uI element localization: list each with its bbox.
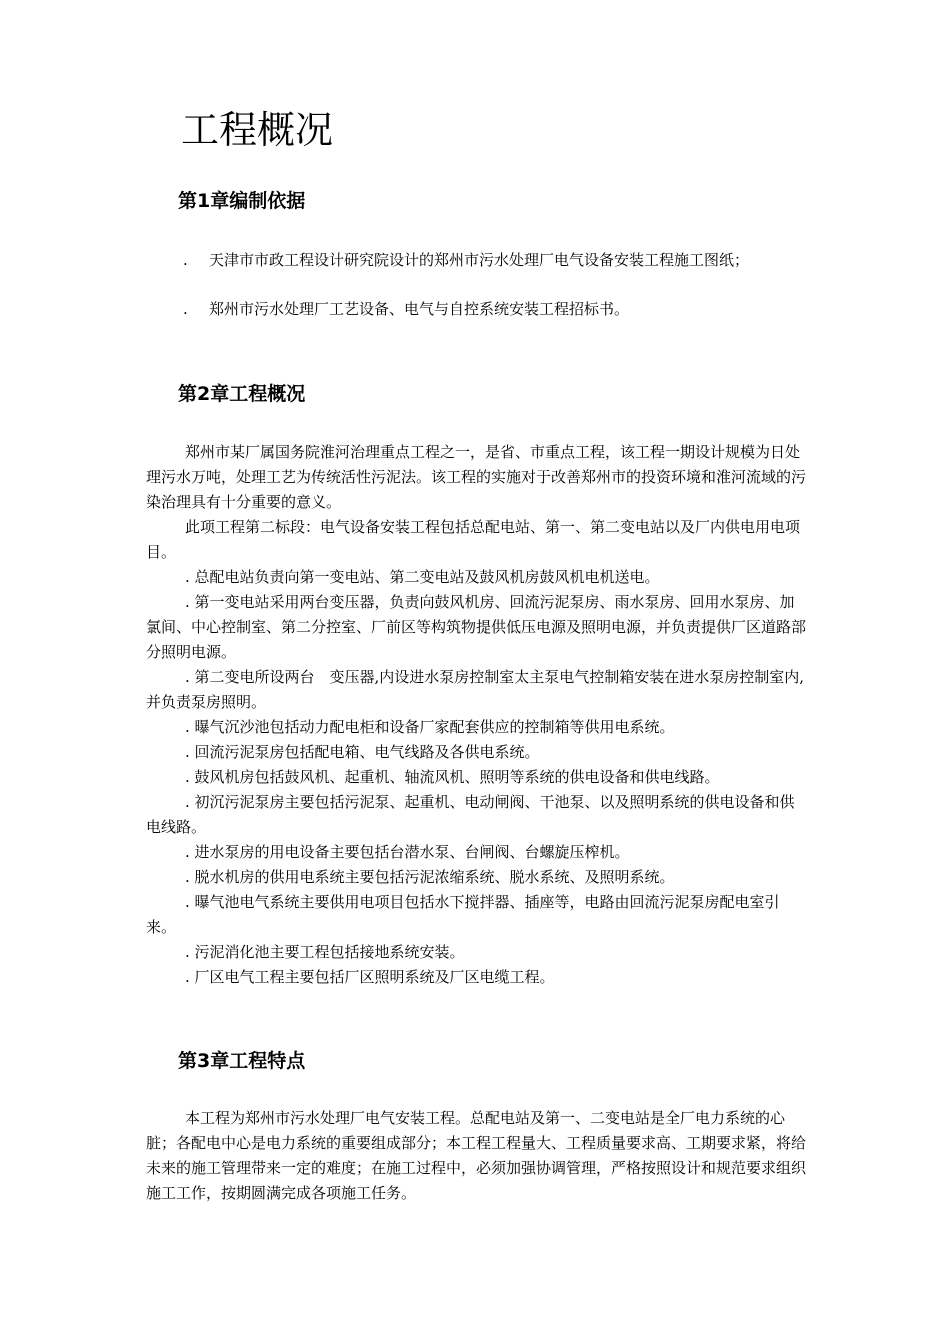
paragraph: 此项工程第二标段：电气设备安装工程包括总配电站、第一、第二变电站以及厂内供电用电项目。 [146,518,801,561]
basis-item-text: 天津市市政工程设计研究院设计的郑州市污水处理厂电气设备安装工程施工图纸； [209,251,750,269]
list-item: . 鼓风机房包括鼓风机、起重机、轴流风机、照明等系统的供电设备和供电线路。 [185,768,720,786]
list-item: . 污泥消化池主要工程包括接地系统安装。 [185,943,465,961]
paragraph: 本工程为郑州市污水处理厂电气安装工程。总配电站及第一、二变电站是全厂电力系统的心脏；各配电中心是电力系统的重要组成部分；本工程工程量大、工程质量要求高、工期要求紧，将给未来的施工管理带来一定的难度；在施工过程中，必须加强协调管理，严格按照设计和规范要求组织施工工作，按期圆满完成各项施工任务。 [146,1109,807,1202]
basis-item [183,249,749,271]
list-item: . 第一变电站采用两台变压器，负责向鼓风机房、回流污泥泵房、雨水泵房、回用水泵房、加氯间、中心控制室、第二分控室、厂前区等构筑物提供低压电源及照明电源，并负责提供厂区道路部分照明电源。 [146,593,807,661]
basis-item [183,298,629,320]
chapter-2-body [146,440,808,990]
paragraph: 郑州市某厂属国务院淮河治理重点工程之一，是省、市重点工程，该工程一期设计规模为日处理污水万吨，处理工艺为传统活性污泥法。该工程的实施对于改善郑州市的投资环境和淮河流域的污染治理具有十分重要的意义。 [146,443,807,511]
basis-item-text: 郑州市污水处理厂工艺设备、电气与自控系统安装工程招标书。 [209,300,630,318]
page-title: 工程概况 [181,108,334,152]
chapter-3-heading: 第3章工程特点 [178,1050,306,1072]
list-item: . 厂区电气工程主要包括厂区照明系统及厂区电缆工程。 [185,968,555,986]
list-item: . 初沉污泥泵房主要包括污泥泵、起重机、电动闸阀、干池泵、以及照明系统的供电设备和供电线路。 [146,793,795,836]
chapter-2-heading: 第2章工程概况 [178,383,306,405]
list-item: . 回流污泥泵房包括配电箱、电气线路及各供电系统。 [185,743,540,761]
list-item: . 总配电站负责向第一变电站、第二变电站及鼓风机房鼓风机电机送电。 [185,568,660,586]
chapter-1-heading: 第1章编制依据 [178,190,306,212]
list-item: . 脱水机房的供用电系统主要包括污泥浓缩系统、脱水系统、及照明系统。 [185,868,675,886]
list-item: . 进水泵房的用电设备主要包括台潜水泵、台闸阀、台螺旋压榨机。 [185,843,630,861]
list-item: . 第二变电所设两台 变压器,内设进水泵房控制室太主泵电气控制箱安装在进水泵房控制室内,并负责泵房照明。 [146,668,805,711]
bullet: . [183,300,188,318]
list-item: . 曝气沉沙池包括动力配电柜和设备厂家配套供应的控制箱等供用电系统。 [185,718,675,736]
list-item: . 曝气池电气系统主要供用电项目包括水下搅拌器、插座等，电路由回流污泥泵房配电室引来。 [146,893,780,936]
bullet: . [183,251,188,269]
chapter-3-body [146,1106,808,1206]
